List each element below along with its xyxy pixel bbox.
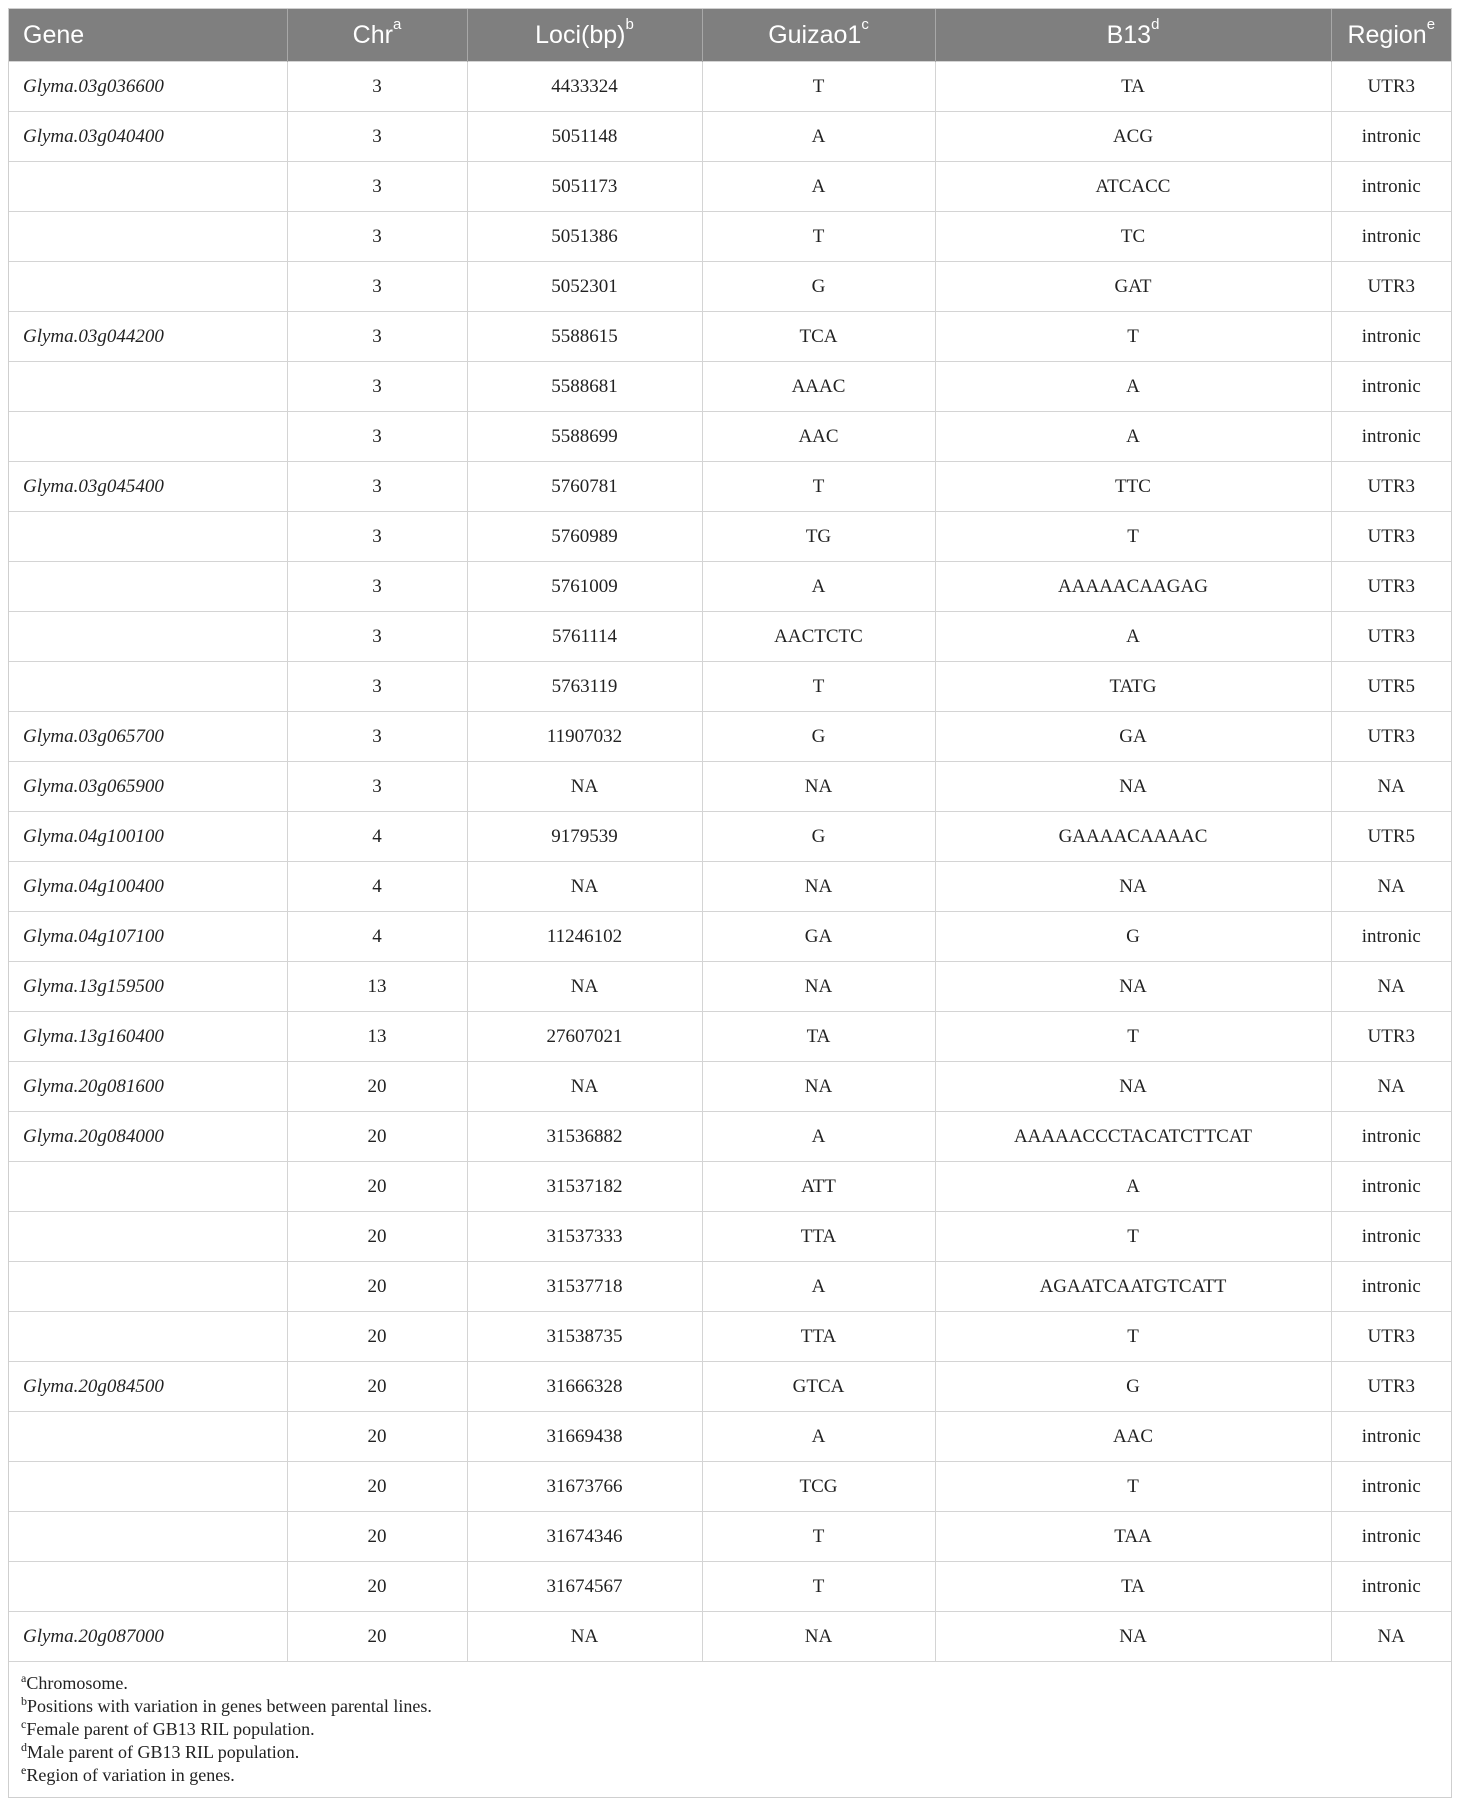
table-row	[9, 512, 1451, 562]
b13-cell: TA	[935, 1562, 1331, 1612]
chr-cell: 20	[287, 1262, 467, 1312]
chr-cell: 3	[287, 662, 467, 712]
b13-cell: TTC	[935, 462, 1331, 512]
b13-cell: GAT	[935, 262, 1331, 312]
gene-cell	[9, 1212, 287, 1262]
gene-cell: Glyma.03g044200	[9, 312, 287, 362]
guizao1-cell: TTA	[702, 1312, 935, 1362]
b13-cell: NA	[935, 962, 1331, 1012]
b13-cell: T	[935, 512, 1331, 562]
chr-cell: 3	[287, 712, 467, 762]
footnote-text: Positions with variation in genes between parental lines.	[27, 1696, 432, 1716]
loci-cell: 9179539	[467, 812, 702, 862]
header-loci: Loci(bp)$^b$	[467, 9, 702, 62]
region-cell: UTR3	[1331, 62, 1451, 112]
loci-cell: 4433324	[467, 62, 702, 112]
gene-cell	[9, 612, 287, 662]
loci-cell: 5588615	[467, 312, 702, 362]
gene-cell: Glyma.20g084500	[9, 1362, 287, 1412]
footnote	[21, 1764, 1451, 1787]
b13-cell: AGAATCAATGTCATT	[935, 1262, 1331, 1312]
guizao1-cell: G	[702, 812, 935, 862]
loci-cell: NA	[467, 762, 702, 812]
gene-cell: Glyma.20g087000	[9, 1612, 287, 1662]
b13-cell: NA	[935, 762, 1331, 812]
region-cell: intronic	[1331, 362, 1451, 412]
chr-cell: 13	[287, 962, 467, 1012]
table-row	[9, 412, 1451, 462]
chr-cell: 4	[287, 812, 467, 862]
table-row	[9, 262, 1451, 312]
footnote-marker: b	[21, 1694, 27, 1708]
gene-cell	[9, 412, 287, 462]
guizao1-cell: GA	[702, 912, 935, 962]
loci-cell: 31537718	[467, 1262, 702, 1312]
footnote-text: Chromosome.	[26, 1673, 128, 1693]
loci-cell: NA	[467, 862, 702, 912]
gene-cell: Glyma.04g107100	[9, 912, 287, 962]
b13-cell: AAAAACCCTACATCTTCAT	[935, 1112, 1331, 1162]
header-region: Region$^e$	[1331, 9, 1451, 62]
guizao1-cell: TG	[702, 512, 935, 562]
gene-cell: Glyma.03g040400	[9, 112, 287, 162]
loci-cell: NA	[467, 1062, 702, 1112]
region-cell: intronic	[1331, 1112, 1451, 1162]
b13-cell: AAC	[935, 1412, 1331, 1462]
guizao1-cell: G	[702, 262, 935, 312]
region-cell: NA	[1331, 962, 1451, 1012]
b13-cell: T	[935, 1012, 1331, 1062]
table-row	[9, 612, 1451, 662]
chr-cell: 4	[287, 862, 467, 912]
loci-cell: 31669438	[467, 1412, 702, 1462]
table-container	[8, 8, 1452, 1798]
table-row	[9, 712, 1451, 762]
region-cell: NA	[1331, 762, 1451, 812]
gene-cell	[9, 1512, 287, 1562]
loci-cell: 5051148	[467, 112, 702, 162]
region-cell: intronic	[1331, 1512, 1451, 1562]
loci-cell: 31537333	[467, 1212, 702, 1262]
table-row	[9, 1262, 1451, 1312]
footnote	[21, 1718, 1451, 1741]
loci-cell: 5763119	[467, 662, 702, 712]
chr-cell: 3	[287, 762, 467, 812]
b13-cell: GA	[935, 712, 1331, 762]
region-cell: UTR3	[1331, 1012, 1451, 1062]
guizao1-cell: A	[702, 1112, 935, 1162]
guizao1-cell: NA	[702, 1612, 935, 1662]
loci-cell: 31666328	[467, 1362, 702, 1412]
loci-cell: NA	[467, 1612, 702, 1662]
region-cell: intronic	[1331, 1562, 1451, 1612]
chr-cell: 4	[287, 912, 467, 962]
loci-cell: 31674346	[467, 1512, 702, 1562]
gene-cell	[9, 562, 287, 612]
b13-cell: TC	[935, 212, 1331, 262]
table-row	[9, 962, 1451, 1012]
header-b13: B13$^d$	[935, 9, 1331, 62]
gene-cell: Glyma.03g045400	[9, 462, 287, 512]
chr-cell: 3	[287, 312, 467, 362]
variant-table	[9, 9, 1451, 1662]
guizao1-cell: T	[702, 62, 935, 112]
chr-cell: 3	[287, 612, 467, 662]
gene-cell: Glyma.13g160400	[9, 1012, 287, 1062]
guizao1-cell: T	[702, 212, 935, 262]
footnote	[21, 1672, 1451, 1695]
guizao1-cell: T	[702, 1512, 935, 1562]
guizao1-cell: T	[702, 462, 935, 512]
chr-cell: 3	[287, 512, 467, 562]
loci-cell: 31673766	[467, 1462, 702, 1512]
header-guizao1: Guizao1$^c$	[702, 9, 935, 62]
chr-cell: 3	[287, 112, 467, 162]
header-chr: Chr$^a$	[287, 9, 467, 62]
chr-cell: 3	[287, 562, 467, 612]
guizao1-cell: TA	[702, 1012, 935, 1062]
table-row	[9, 1512, 1451, 1562]
chr-cell: 20	[287, 1212, 467, 1262]
gene-cell	[9, 1262, 287, 1312]
table-row	[9, 1012, 1451, 1062]
table-row	[9, 1162, 1451, 1212]
b13-cell: A	[935, 362, 1331, 412]
guizao1-cell: A	[702, 562, 935, 612]
region-cell: UTR3	[1331, 462, 1451, 512]
b13-cell: G	[935, 1362, 1331, 1412]
loci-cell: 5051173	[467, 162, 702, 212]
region-cell: UTR3	[1331, 1362, 1451, 1412]
table-row	[9, 112, 1451, 162]
region-cell: UTR3	[1331, 612, 1451, 662]
guizao1-cell: TTA	[702, 1212, 935, 1262]
region-cell: intronic	[1331, 1412, 1451, 1462]
gene-cell	[9, 1462, 287, 1512]
footnote-marker: c	[21, 1717, 27, 1731]
loci-cell: 5760781	[467, 462, 702, 512]
table-row	[9, 212, 1451, 262]
b13-cell: TA	[935, 62, 1331, 112]
chr-cell: 20	[287, 1562, 467, 1612]
chr-cell: 20	[287, 1512, 467, 1562]
chr-cell: 13	[287, 1012, 467, 1062]
chr-cell: 3	[287, 462, 467, 512]
b13-cell: T	[935, 1462, 1331, 1512]
chr-cell: 20	[287, 1412, 467, 1462]
loci-cell: 31538735	[467, 1312, 702, 1362]
region-cell: NA	[1331, 862, 1451, 912]
footnote-text: Female parent of GB13 RIL population.	[26, 1719, 315, 1739]
b13-cell: A	[935, 1162, 1331, 1212]
table-row	[9, 1362, 1451, 1412]
b13-cell: T	[935, 1212, 1331, 1262]
gene-cell: Glyma.03g036600	[9, 62, 287, 112]
loci-cell: 5052301	[467, 262, 702, 312]
guizao1-cell: ATT	[702, 1162, 935, 1212]
region-cell: intronic	[1331, 412, 1451, 462]
gene-cell	[9, 362, 287, 412]
footnote	[21, 1741, 1451, 1764]
b13-cell: TATG	[935, 662, 1331, 712]
loci-cell: 27607021	[467, 1012, 702, 1062]
guizao1-cell: GTCA	[702, 1362, 935, 1412]
footnotes	[9, 1662, 1451, 1787]
gene-cell: Glyma.04g100400	[9, 862, 287, 912]
chr-cell: 20	[287, 1312, 467, 1362]
region-cell: intronic	[1331, 212, 1451, 262]
gene-cell	[9, 1312, 287, 1362]
chr-cell: 20	[287, 1162, 467, 1212]
table-row	[9, 1612, 1451, 1662]
chr-cell: 3	[287, 412, 467, 462]
table-row	[9, 162, 1451, 212]
loci-cell: 5761009	[467, 562, 702, 612]
chr-cell: 20	[287, 1112, 467, 1162]
gene-cell: Glyma.20g084000	[9, 1112, 287, 1162]
region-cell: intronic	[1331, 1162, 1451, 1212]
gene-cell	[9, 1562, 287, 1612]
table-row	[9, 562, 1451, 612]
gene-cell	[9, 212, 287, 262]
loci-cell: 5051386	[467, 212, 702, 262]
guizao1-cell: A	[702, 1412, 935, 1462]
chr-cell: 20	[287, 1062, 467, 1112]
gene-cell: Glyma.03g065700	[9, 712, 287, 762]
gene-cell: Glyma.20g081600	[9, 1062, 287, 1112]
loci-cell: 5588681	[467, 362, 702, 412]
b13-cell: GAAAACAAAAC	[935, 812, 1331, 862]
table-row	[9, 762, 1451, 812]
gene-cell	[9, 512, 287, 562]
header-row	[9, 9, 1451, 62]
b13-cell: NA	[935, 862, 1331, 912]
chr-cell: 20	[287, 1362, 467, 1412]
chr-cell: 3	[287, 62, 467, 112]
region-cell: UTR3	[1331, 512, 1451, 562]
region-cell: NA	[1331, 1062, 1451, 1112]
loci-cell: 31674567	[467, 1562, 702, 1612]
loci-cell: 5588699	[467, 412, 702, 462]
region-cell: intronic	[1331, 1212, 1451, 1262]
b13-cell: NA	[935, 1062, 1331, 1112]
region-cell: UTR3	[1331, 1312, 1451, 1362]
b13-cell: ACG	[935, 112, 1331, 162]
footnote-text: Male parent of GB13 RIL population.	[27, 1742, 300, 1762]
table-row	[9, 1462, 1451, 1512]
gene-cell	[9, 1412, 287, 1462]
guizao1-cell: NA	[702, 962, 935, 1012]
gene-cell	[9, 662, 287, 712]
b13-cell: ATCACC	[935, 162, 1331, 212]
guizao1-cell: TCA	[702, 312, 935, 362]
table-row	[9, 812, 1451, 862]
footnote-marker: a	[21, 1671, 27, 1685]
guizao1-cell: AACTCTC	[702, 612, 935, 662]
footnote-marker: e	[21, 1763, 27, 1777]
region-cell: intronic	[1331, 162, 1451, 212]
chr-cell: 20	[287, 1612, 467, 1662]
gene-cell	[9, 1162, 287, 1212]
loci-cell: 11907032	[467, 712, 702, 762]
chr-cell: 3	[287, 262, 467, 312]
gene-cell	[9, 262, 287, 312]
table-row	[9, 362, 1451, 412]
region-cell: intronic	[1331, 312, 1451, 362]
region-cell: intronic	[1331, 912, 1451, 962]
table-row	[9, 1412, 1451, 1462]
loci-cell: 5761114	[467, 612, 702, 662]
b13-cell: T	[935, 1312, 1331, 1362]
loci-cell: 31537182	[467, 1162, 702, 1212]
b13-cell: T	[935, 312, 1331, 362]
b13-cell: TAA	[935, 1512, 1331, 1562]
b13-cell: NA	[935, 1612, 1331, 1662]
table-row	[9, 1562, 1451, 1612]
guizao1-cell: NA	[702, 762, 935, 812]
footnote-text: Region of variation in genes.	[26, 1765, 235, 1785]
table-row	[9, 1312, 1451, 1362]
b13-cell: A	[935, 412, 1331, 462]
loci-cell: 11246102	[467, 912, 702, 962]
table-row	[9, 662, 1451, 712]
footnote	[21, 1695, 1451, 1718]
chr-cell: 3	[287, 212, 467, 262]
guizao1-cell: T	[702, 662, 935, 712]
region-cell: intronic	[1331, 1262, 1451, 1312]
guizao1-cell: NA	[702, 862, 935, 912]
region-cell: intronic	[1331, 112, 1451, 162]
gene-cell	[9, 162, 287, 212]
gene-cell: Glyma.03g065900	[9, 762, 287, 812]
table-row	[9, 1112, 1451, 1162]
guizao1-cell: A	[702, 112, 935, 162]
table-row	[9, 462, 1451, 512]
table-row	[9, 312, 1451, 362]
table-row	[9, 1212, 1451, 1262]
guizao1-cell: A	[702, 1262, 935, 1312]
guizao1-cell: AAC	[702, 412, 935, 462]
guizao1-cell: AAAC	[702, 362, 935, 412]
region-cell: UTR3	[1331, 262, 1451, 312]
guizao1-cell: A	[702, 162, 935, 212]
region-cell: NA	[1331, 1612, 1451, 1662]
table-row	[9, 62, 1451, 112]
region-cell: UTR5	[1331, 662, 1451, 712]
guizao1-cell: TCG	[702, 1462, 935, 1512]
table-row	[9, 1062, 1451, 1112]
table-row	[9, 912, 1451, 962]
b13-cell: G	[935, 912, 1331, 962]
gene-cell: Glyma.13g159500	[9, 962, 287, 1012]
guizao1-cell: T	[702, 1562, 935, 1612]
loci-cell: 31536882	[467, 1112, 702, 1162]
region-cell: UTR3	[1331, 712, 1451, 762]
b13-cell: A	[935, 612, 1331, 662]
b13-cell: AAAAACAAGAG	[935, 562, 1331, 612]
guizao1-cell: G	[702, 712, 935, 762]
region-cell: UTR3	[1331, 562, 1451, 612]
gene-cell: Glyma.04g100100	[9, 812, 287, 862]
chr-cell: 3	[287, 162, 467, 212]
footnote-marker: d	[21, 1740, 27, 1754]
guizao1-cell: NA	[702, 1062, 935, 1112]
chr-cell: 20	[287, 1462, 467, 1512]
loci-cell: NA	[467, 962, 702, 1012]
region-cell: intronic	[1331, 1462, 1451, 1512]
chr-cell: 3	[287, 362, 467, 412]
region-cell: UTR5	[1331, 812, 1451, 862]
table-row	[9, 862, 1451, 912]
header-gene: Gene	[9, 9, 287, 62]
loci-cell: 5760989	[467, 512, 702, 562]
